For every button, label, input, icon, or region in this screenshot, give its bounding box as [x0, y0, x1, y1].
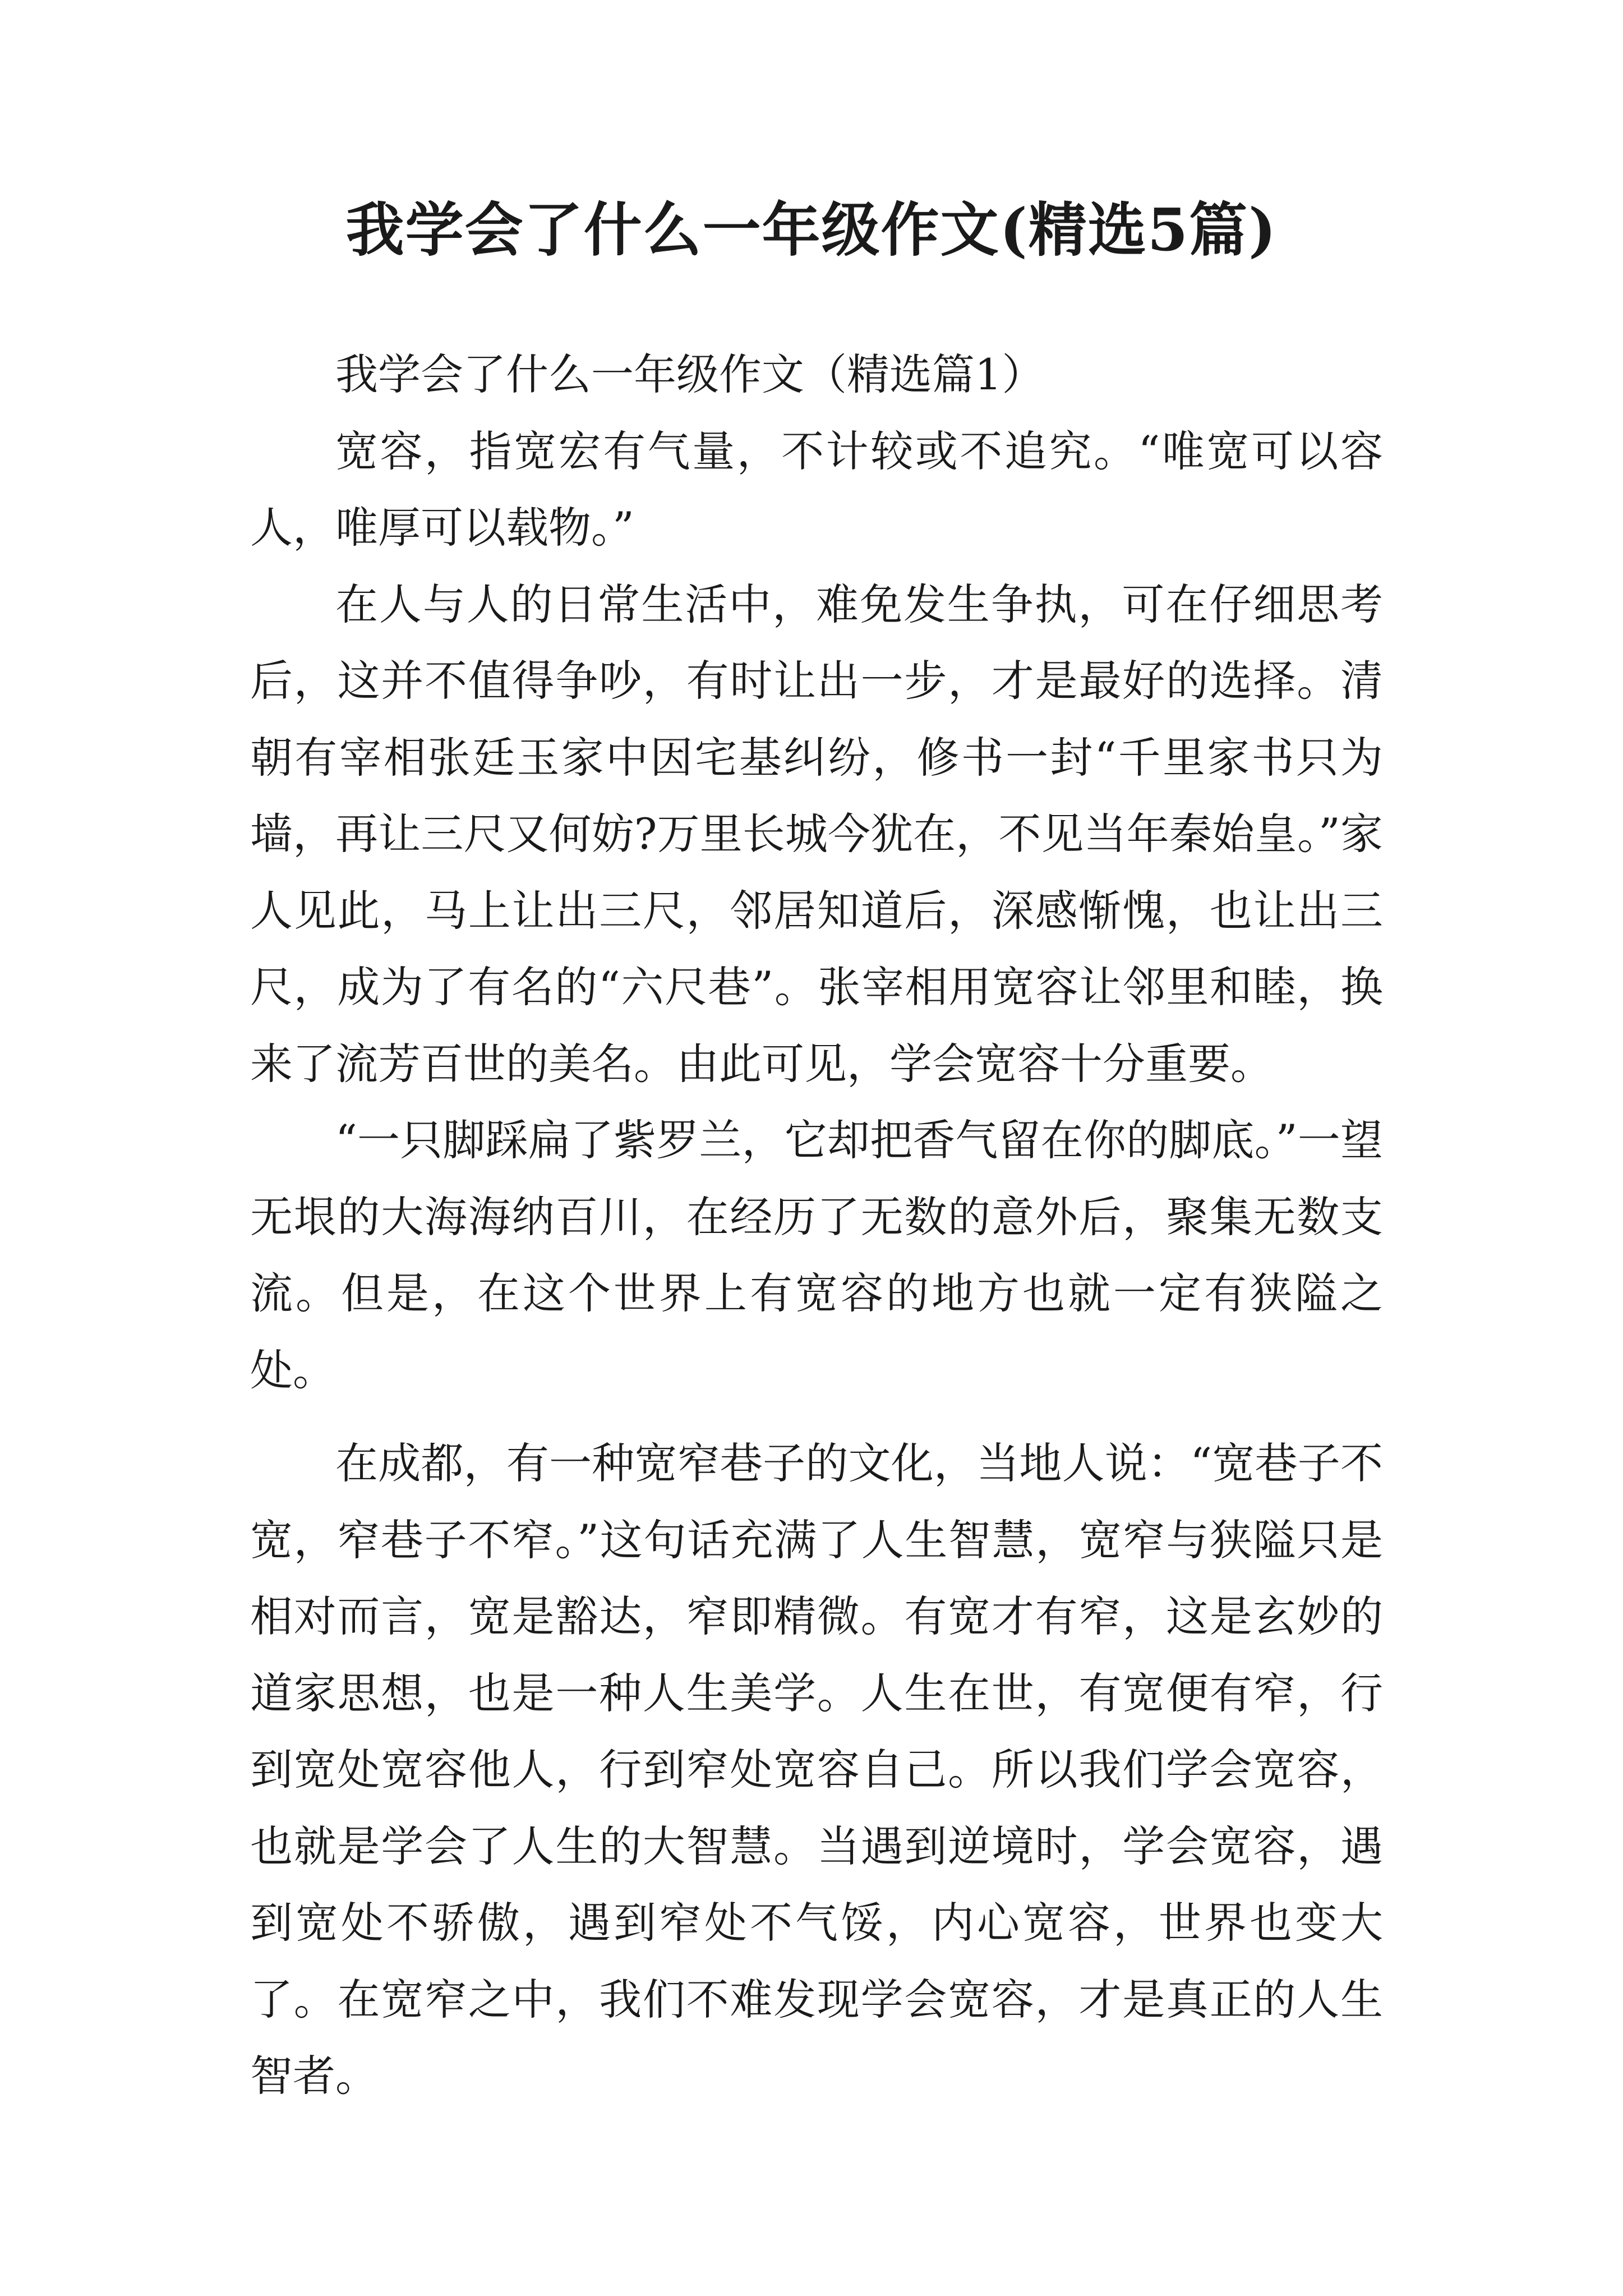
- document-title: 我学会了什么一年级作文(精选5篇): [345, 195, 1278, 264]
- paragraph-2: 在人与人的日常生活中，难免发生争执，可在仔细思考后，这并不值得争吵，有时让出一步，才是最好的选择。清朝有宰相张廷玉家中因宅基纠纷，修书一封“千里家书只为墙，再让三尺又何妨?万里长城今犹在，不见当年秦始皇。”家人见此，马上让出三尺，邻居知道后，深感惭愧，也让出三尺，成为了有名的“六尺巷”。张宰相用宽容让邻里和睦，换来了流芳百世的美名。由此可见，学会宽容十分重要。: [250, 579, 1383, 1089]
- document-body: [250, 337, 1383, 2115]
- paragraph-4: 在成都，有一种宽窄巷子的文化，当地人说：“宽巷子不宽，窄巷子不窄。”这句话充满了人生智慧，宽窄与狭隘只是相对而言，宽是豁达，窄即精微。有宽才有窄，这是玄妙的道家思想，也是一种人生美学。人生在世，有宽便有窄，行到宽处宽容他人，行到窄处宽容自己。所以我们学会宽容，也就是学会了人生的大智慧。当遇到逆境时，学会宽容，遇到宽处不骄傲，遇到窄处不气馁，内心宽容，世界也变大了。在宽窄之中，我们不难发现学会宽容，才是真正的人生智者。: [250, 1438, 1383, 2101]
- section-heading: 我学会了什么一年级作文（精选篇1）: [335, 349, 1045, 399]
- paragraph-1: 宽容，指宽宏有气量，不计较或不追究。“唯宽可以容人，唯厚可以载物。”: [250, 426, 1383, 553]
- paragraph-3: “一只脚踩扁了紫罗兰，它却把香气留在你的脚底。”一望无垠的大海海纳百川，在经历了无数的意外后，聚集无数支流。但是，在这个世界上有宽容的地方也就一定有狭隘之处。: [250, 1115, 1383, 1395]
